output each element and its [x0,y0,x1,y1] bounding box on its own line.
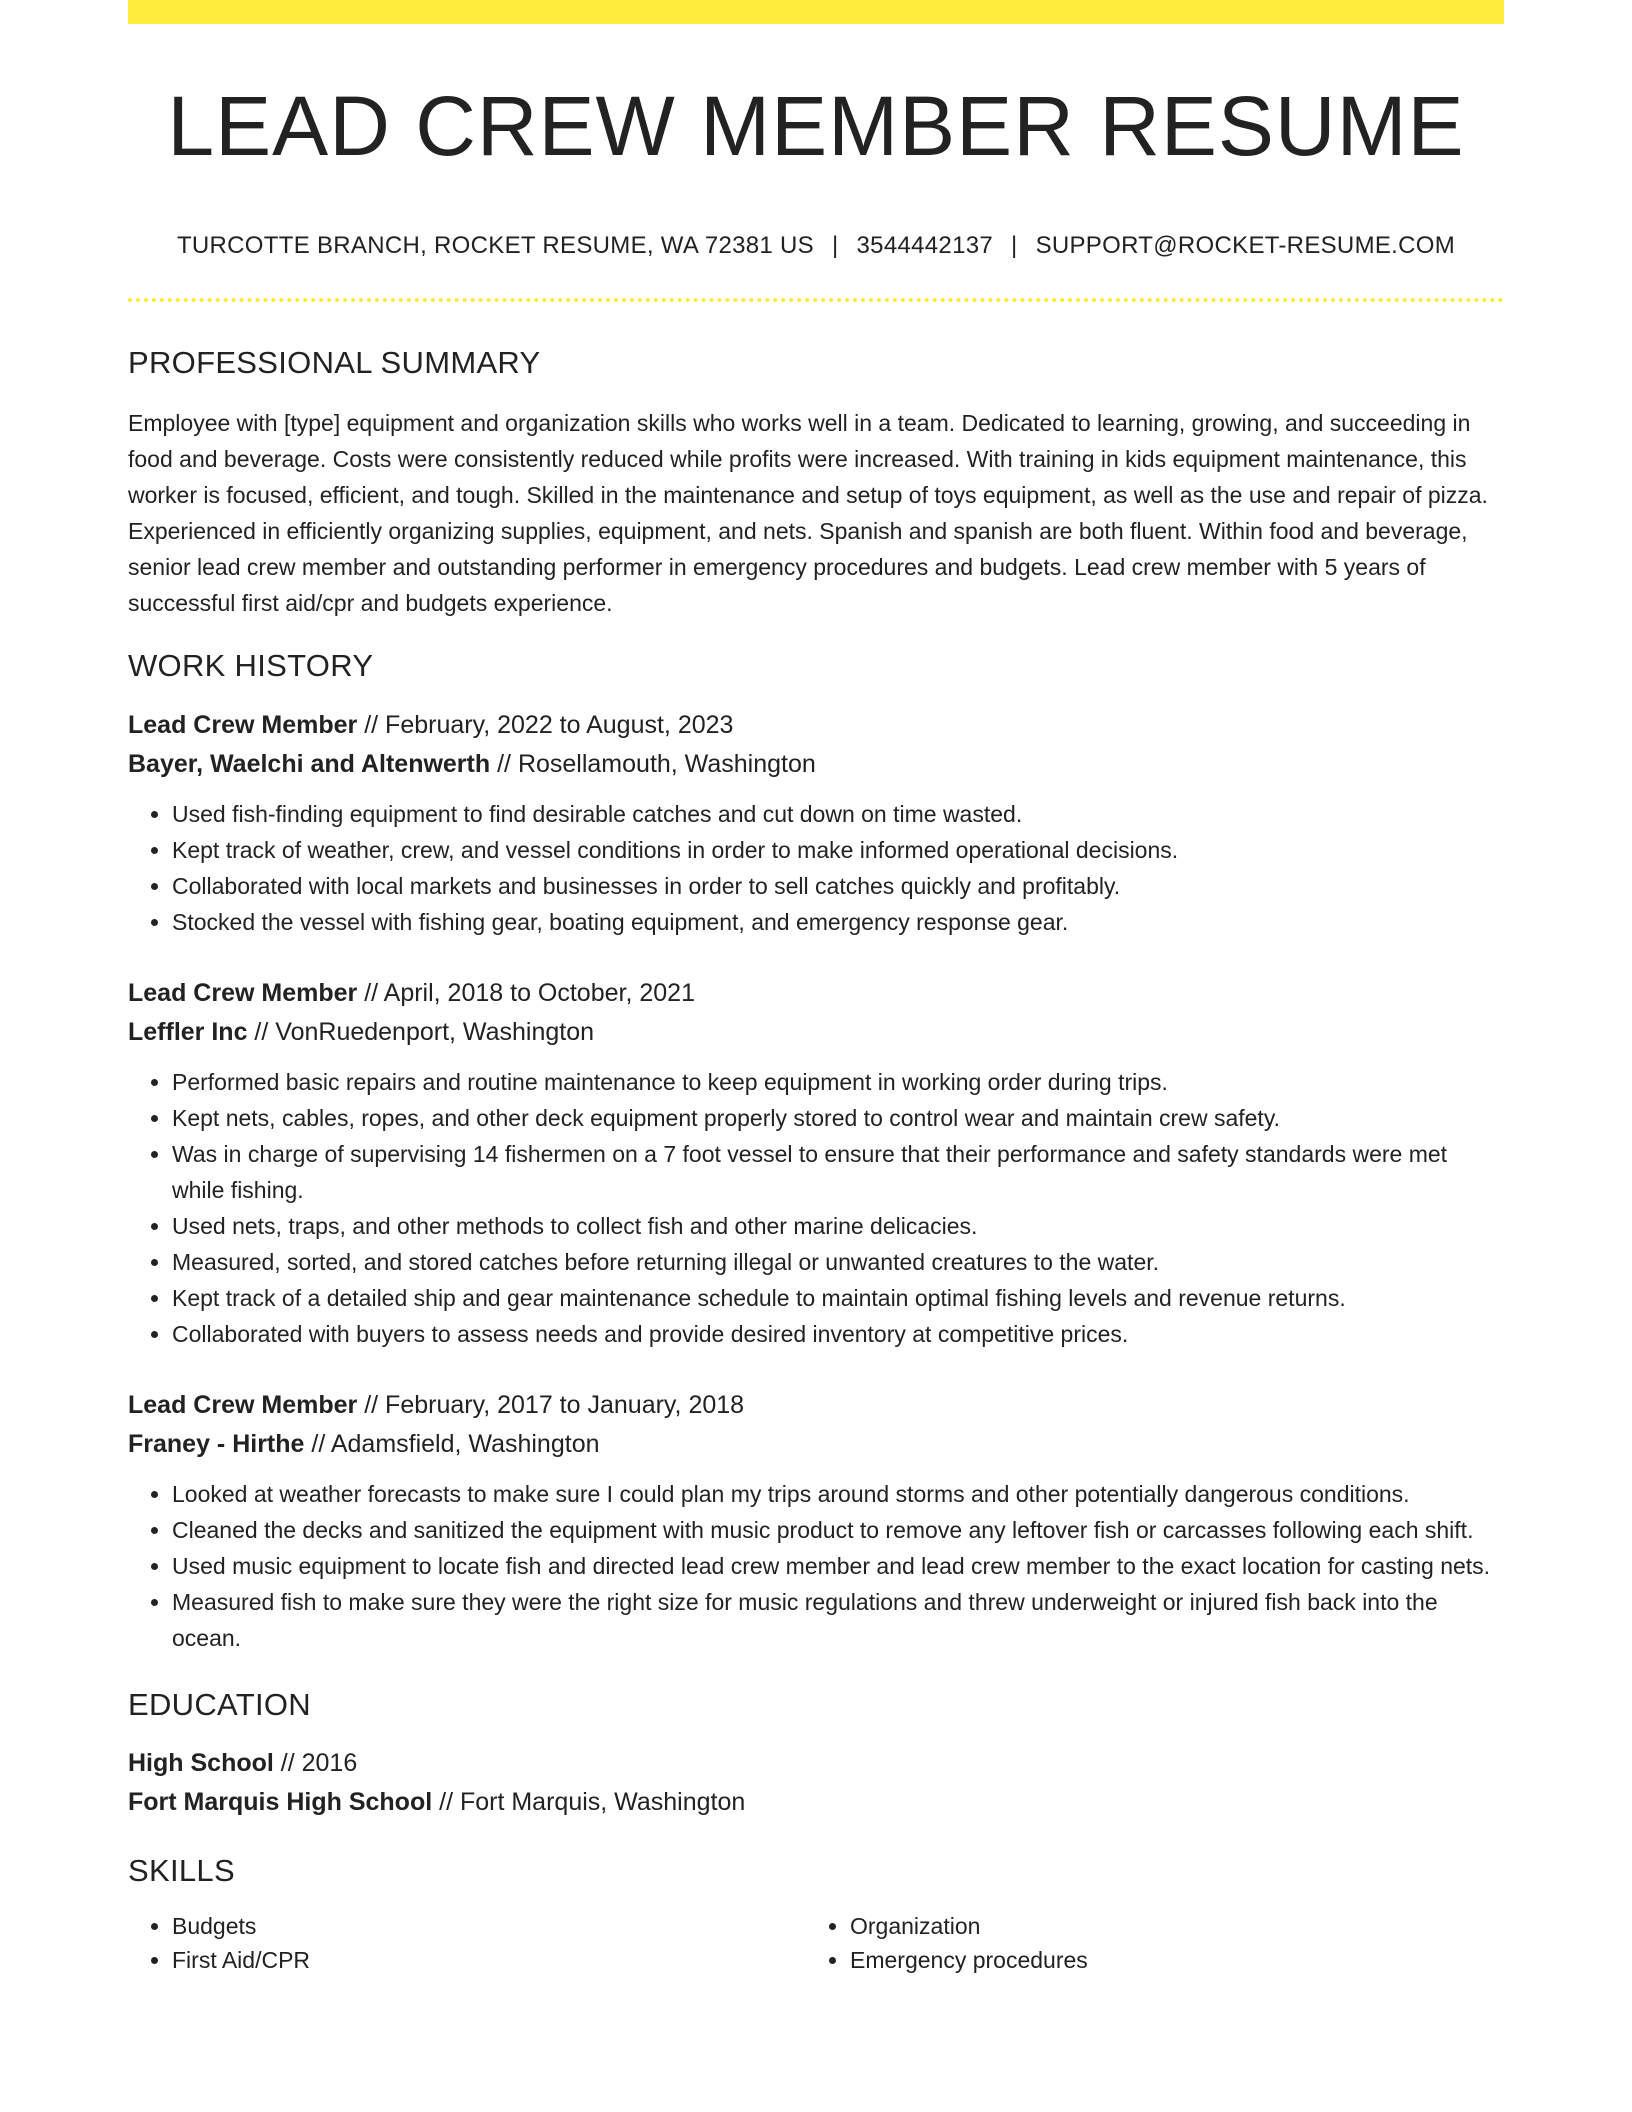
skill-item: • Budgets [172,1909,806,1943]
list-item: • Used nets, traps, and other methods to collect fish and other marine delicacies. [172,1208,1504,1244]
job-title: Lead Crew Member [128,1391,358,1420]
job-separator: // [357,979,384,1008]
job-separator: // [247,1018,276,1047]
education-year: 2016 [301,1748,358,1777]
contact-separator: | [831,232,839,259]
job-company: Franey - Hirthe [128,1430,305,1459]
skill-item: • Organization [850,1909,1484,1943]
job-company: Leffler Inc [128,1018,248,1047]
job-separator: // [357,1391,386,1420]
list-item: • Used music equipment to locate fish and directed lead crew member and lead crew member to the exact location for casting nets. [172,1548,1504,1584]
education-separator: // [432,1787,460,1816]
list-item: • Kept nets, cables, ropes, and other deck equipment properly stored to control wear and maintain crew safety. [172,1100,1504,1136]
list-item: • Measured, sorted, and stored catches before returning illegal or unwanted creatures to the water. [172,1244,1504,1280]
list-item: • Used fish-finding equipment to find desirable catches and cut down on time wasted. [172,796,1504,832]
education-degree-line [128,1744,1504,1783]
job-title: Lead Crew Member [128,979,358,1008]
job-company-line [128,1425,1504,1464]
education-school: Fort Marquis High School [128,1787,433,1816]
job-bullets [128,1064,1504,1352]
list-item: • Collaborated with local markets and businesses in order to sell catches quickly and profitably. [172,868,1504,904]
job-location: Adamsfield, Washington [330,1430,600,1459]
education-location: Fort Marquis, Washington [459,1787,746,1816]
contact-address: TURCOTTE BRANCH, ROCKET RESUME, WA 72381 US [176,232,814,259]
contact-phone: 3544442137 [856,232,994,259]
contact-separator: | [1011,232,1018,259]
job-location: Rosellamouth, Washington [517,750,816,779]
education-heading: EDUCATION [128,1687,311,1723]
page-title: LEAD CREW MEMBER RESUME [167,79,1465,173]
list-item: • Performed basic repairs and routine maintenance to keep equipment in working order during trips. [172,1064,1504,1100]
job-dates: February, 2017 to January, 2018 [385,1391,745,1420]
skill-item: • First Aid/CPR [172,1943,806,1977]
list-item: • Looked at weather forecasts to make sure I could plan my trips around storms and other potentially dangerous conditions. [172,1476,1504,1512]
dotted-divider [128,298,1504,302]
education-separator: // [273,1748,302,1777]
list-item: • Collaborated with buyers to assess needs and provide desired inventory at competitive prices. [172,1316,1504,1352]
job-title-line [128,1386,1504,1425]
list-item: • Kept track of a detailed ship and gear maintenance schedule to maintain optimal fishing levels and revenue returns. [172,1280,1504,1316]
job-company-line [128,745,1504,784]
list-item: • Kept track of weather, crew, and vessel conditions in order to make informed operational decisions. [172,832,1504,868]
job-bullets [128,796,1504,940]
resume-page [128,0,1504,1977]
list-item: • Stocked the vessel with fishing gear, boating equipment, and emergency response gear. [172,904,1504,940]
job-bullets [128,1476,1504,1656]
skills-heading: SKILLS [128,1852,235,1888]
list-item: • Was in charge of supervising 14 fishermen on a 7 foot vessel to ensure that their performance and safety standards were met while fishing. [172,1136,1504,1208]
list-item: • Measured fish to make sure they were the right size for music regulations and threw underweight or injured fish back into the ocean. [172,1584,1504,1656]
job-title: Lead Crew Member [128,711,358,740]
skills-column-right [806,1909,1484,1977]
skills-grid [128,1909,1504,1977]
education-entry [128,1744,1504,1822]
job-header [128,974,1504,1052]
job-header [128,706,1504,784]
education-school-line [128,1783,1504,1822]
job-company-line [128,1013,1504,1052]
job-dates: April, 2018 to October, 2021 [383,979,695,1008]
job-separator: // [304,1430,331,1459]
education-degree: High School [128,1748,274,1777]
list-item: • Cleaned the decks and sanitized the equipment with music product to remove any leftover fish or carcasses following each shift. [172,1512,1504,1548]
contact-email: SUPPORT@ROCKET-RESUME.COM [1035,232,1456,259]
job-title-line [128,706,1504,745]
job-header [128,1386,1504,1464]
summary-text: Employee with [type] equipment and organization skills who works well in a team. Dedicated to learning, growing, and succeeding in food and beverage. Costs were consistently reduced while profits were increased. With training in kids equipment maintenance, this worker is focused, efficient, and tough. Skilled in the maintenance and setup of toys equipment, as well as the use and repair of pizza. Experienced in efficiently organizing supplies, equipment, and nets. Spanish and spanish are both fluent. Within food and beverage, senior lead crew member and outstanding performer in emergency procedures and budgets. Lead crew member with 5 years of successful first aid/cpr and budgets experience. [128,410,1488,617]
contact-line [128,234,1504,258]
job-dates: February, 2022 to August, 2023 [385,711,734,740]
job-company: Bayer, Waelchi and Altenwerth [128,750,491,779]
top-accent-bar [128,0,1504,24]
skills-column-left [128,1909,806,1977]
skill-item: • Emergency procedures [850,1943,1484,1977]
job-location: VonRuedenport, Washington [275,1018,595,1047]
summary-heading: PROFESSIONAL SUMMARY [128,345,541,380]
job-separator: // [357,711,386,740]
job-title-line [128,974,1504,1013]
work-history-heading: WORK HISTORY [128,648,374,684]
job-separator: // [490,750,518,779]
